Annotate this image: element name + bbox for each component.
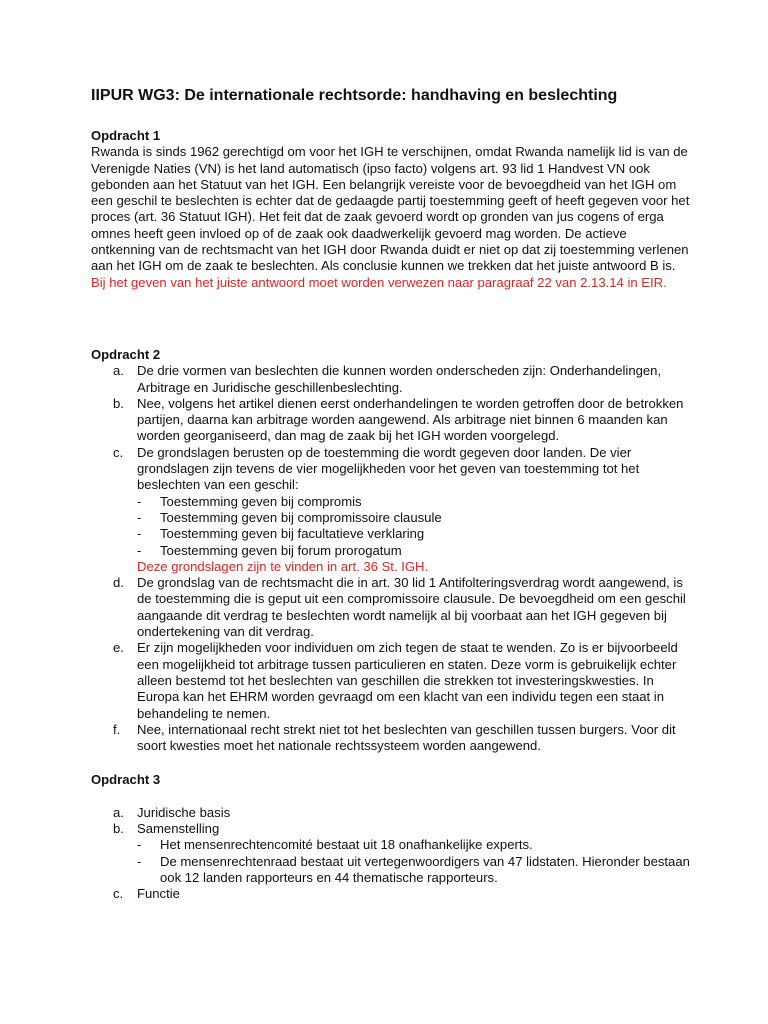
sub-list-item-text: Toestemming geven bij forum prorogatum (160, 542, 402, 558)
list-item-text: Juridische basis (137, 804, 231, 820)
section-heading: Opdracht 3 (91, 772, 161, 788)
section-opdracht-3 (91, 772, 691, 902)
sub-list-item-text: Toestemming geven bij compromissoire clausule (160, 509, 442, 525)
answer-text: Rwanda is sinds 1962 gerechtigd om voor het IGH te verschijnen, omdat Rwanda namelijk lid is van de Verenigde Naties (VN) is het land automatisch (ipso facto) volgens art. 93 lid 1 Handvest VN ook gebonden aan het Statuut van het IGH. Een belangrijk vereiste voor de bevoegdheid van het IGH om een geschil te beslechten is echter dat de gedaagde partij toestemming geeft of heeft gegeven voor het proces (art. 36 Statuut IGH). Het feit dat de zaak gevoerd wordt op gronden van jus cogens of erga omnes heeft geen invloed op of de zaak ook daadwerkelijk gevoerd mag worden. De actieve ontkenning van de rechtsmacht van het IGH door Rwanda duidt er niet op dat zij toestemming verlenen aan het IGH om de zaak te beslechten. Als conclusie kunnen we trekken dat het juiste antwoord B is. (91, 144, 690, 274)
list-marker: c. (113, 886, 124, 902)
answer-list (91, 363, 691, 754)
list-item-text: Nee, volgens het artikel dienen eerst onderhandelingen te worden getroffen door de betrokken partijen, daarna kan arbitrage worden aangewend. Als arbitrage niet binnen 6 maanden kan worden georganiseerd, dan mag de zaak bij het IGH worden voorgelegd. (137, 395, 684, 444)
document-page (91, 86, 691, 902)
list-item-text: Samenstelling (137, 820, 220, 836)
sub-list-item (137, 837, 691, 853)
list-item-text: Nee, internationaal recht strekt niet tot het beslechten van geschillen tussen burgers. Voor dit soort kwesties moet het nationale rechtssysteem worden aangewend. (137, 721, 676, 754)
list-item (91, 821, 691, 886)
sub-list (137, 494, 691, 559)
sub-list-item-text: Toestemming geven bij compromis (160, 493, 362, 509)
list-item (91, 445, 691, 575)
section-heading: Opdracht 1 (91, 128, 161, 143)
list-item-text: De grondslagen berusten op de toestemming die wordt gegeven door landen. De vier grondslagen zijn tevens de vier mogelijkheden voor het geven van toestemming tot het beslechten van een geschil: (137, 444, 640, 493)
reference-note: Bij het geven van het juiste antwoord moet worden verwezen naar paragraaf 22 van 2.13.14 in EIR. (91, 274, 667, 290)
reference-note: Deze grondslagen zijn te vinden in art. 36 St. IGH. (137, 558, 429, 574)
list-item (91, 575, 691, 640)
section-opdracht-1 (91, 128, 691, 291)
sub-list-item (137, 510, 691, 526)
dash-marker: - (137, 837, 142, 853)
section-heading: Opdracht 2 (91, 346, 161, 362)
section-opdracht-2 (91, 347, 691, 754)
dash-marker: - (137, 509, 142, 525)
dash-marker: - (137, 853, 142, 869)
document-title: IIPUR WG3: De internationale rechtsorde: handhaving en beslechting (91, 87, 618, 104)
sub-list-item (137, 494, 691, 510)
list-item (91, 886, 691, 902)
list-marker: e. (113, 640, 124, 656)
list-marker: b. (113, 820, 124, 836)
answer-paragraph (91, 144, 691, 291)
list-item (91, 396, 691, 445)
list-item (91, 805, 691, 821)
dash-marker: - (137, 542, 142, 558)
list-item (91, 640, 691, 721)
list-marker: c. (113, 444, 124, 460)
list-item-text: Er zijn mogelijkheden voor individuen om zich tegen de staat te wenden. Zo is er bijvoorbeeld een mogelijkheid tot arbitrage tussen particulieren en staten. Deze vorm is gebruikelijk echter alleen bestemd tot het beslechten van geschillen die strekken tot investeringskwesties. In Europa kan het EHRM worden gevraagd om een klacht van een individu tegen een staat in behandeling te nemen. (137, 640, 678, 721)
sub-list-item (137, 543, 691, 559)
list-item-text: De drie vormen van beslechten die kunnen worden onderscheden zijn: Onderhandelingen, Arbitrage en Juridische geschillenbeslechting. (137, 363, 662, 395)
sub-list-item-text: Toestemming geven bij facultatieve verklaring (160, 526, 425, 542)
list-marker: d. (113, 575, 124, 591)
list-marker: f. (113, 721, 121, 737)
sub-list-item (137, 854, 691, 887)
list-marker: a. (113, 804, 124, 820)
answer-list (91, 805, 691, 903)
sub-list-item (137, 526, 691, 542)
list-item (91, 722, 691, 755)
list-item-text: De grondslag van de rechtsmacht die in art. 30 lid 1 Antifolteringsverdrag wordt aangewend, is de toestemming die is geput uit een compromissoire clausule. De bevoegdheid om een geschil aangaande dit verdrag te beslechten wordt namelijk al bij voorbaat aan het IGH gegeven bij ondertekening van dit verdrag. (137, 575, 686, 640)
list-marker: a. (113, 363, 124, 379)
sub-list-item-text: De mensenrechtenraad bestaat uit vertegenwoordigers van 47 lidstaten. Hieronder bestaan ook 12 landen rapporteurs en 44 thematische rapporteurs. (160, 853, 690, 885)
sub-list (137, 837, 691, 886)
list-marker: b. (113, 395, 124, 411)
list-item-text: Functie (137, 886, 180, 902)
sub-list-item-text: Het mensenrechtencomité bestaat uit 18 onafhankelijke experts. (160, 837, 533, 853)
dash-marker: - (137, 493, 142, 509)
list-item (91, 363, 691, 396)
dash-marker: - (137, 526, 142, 542)
